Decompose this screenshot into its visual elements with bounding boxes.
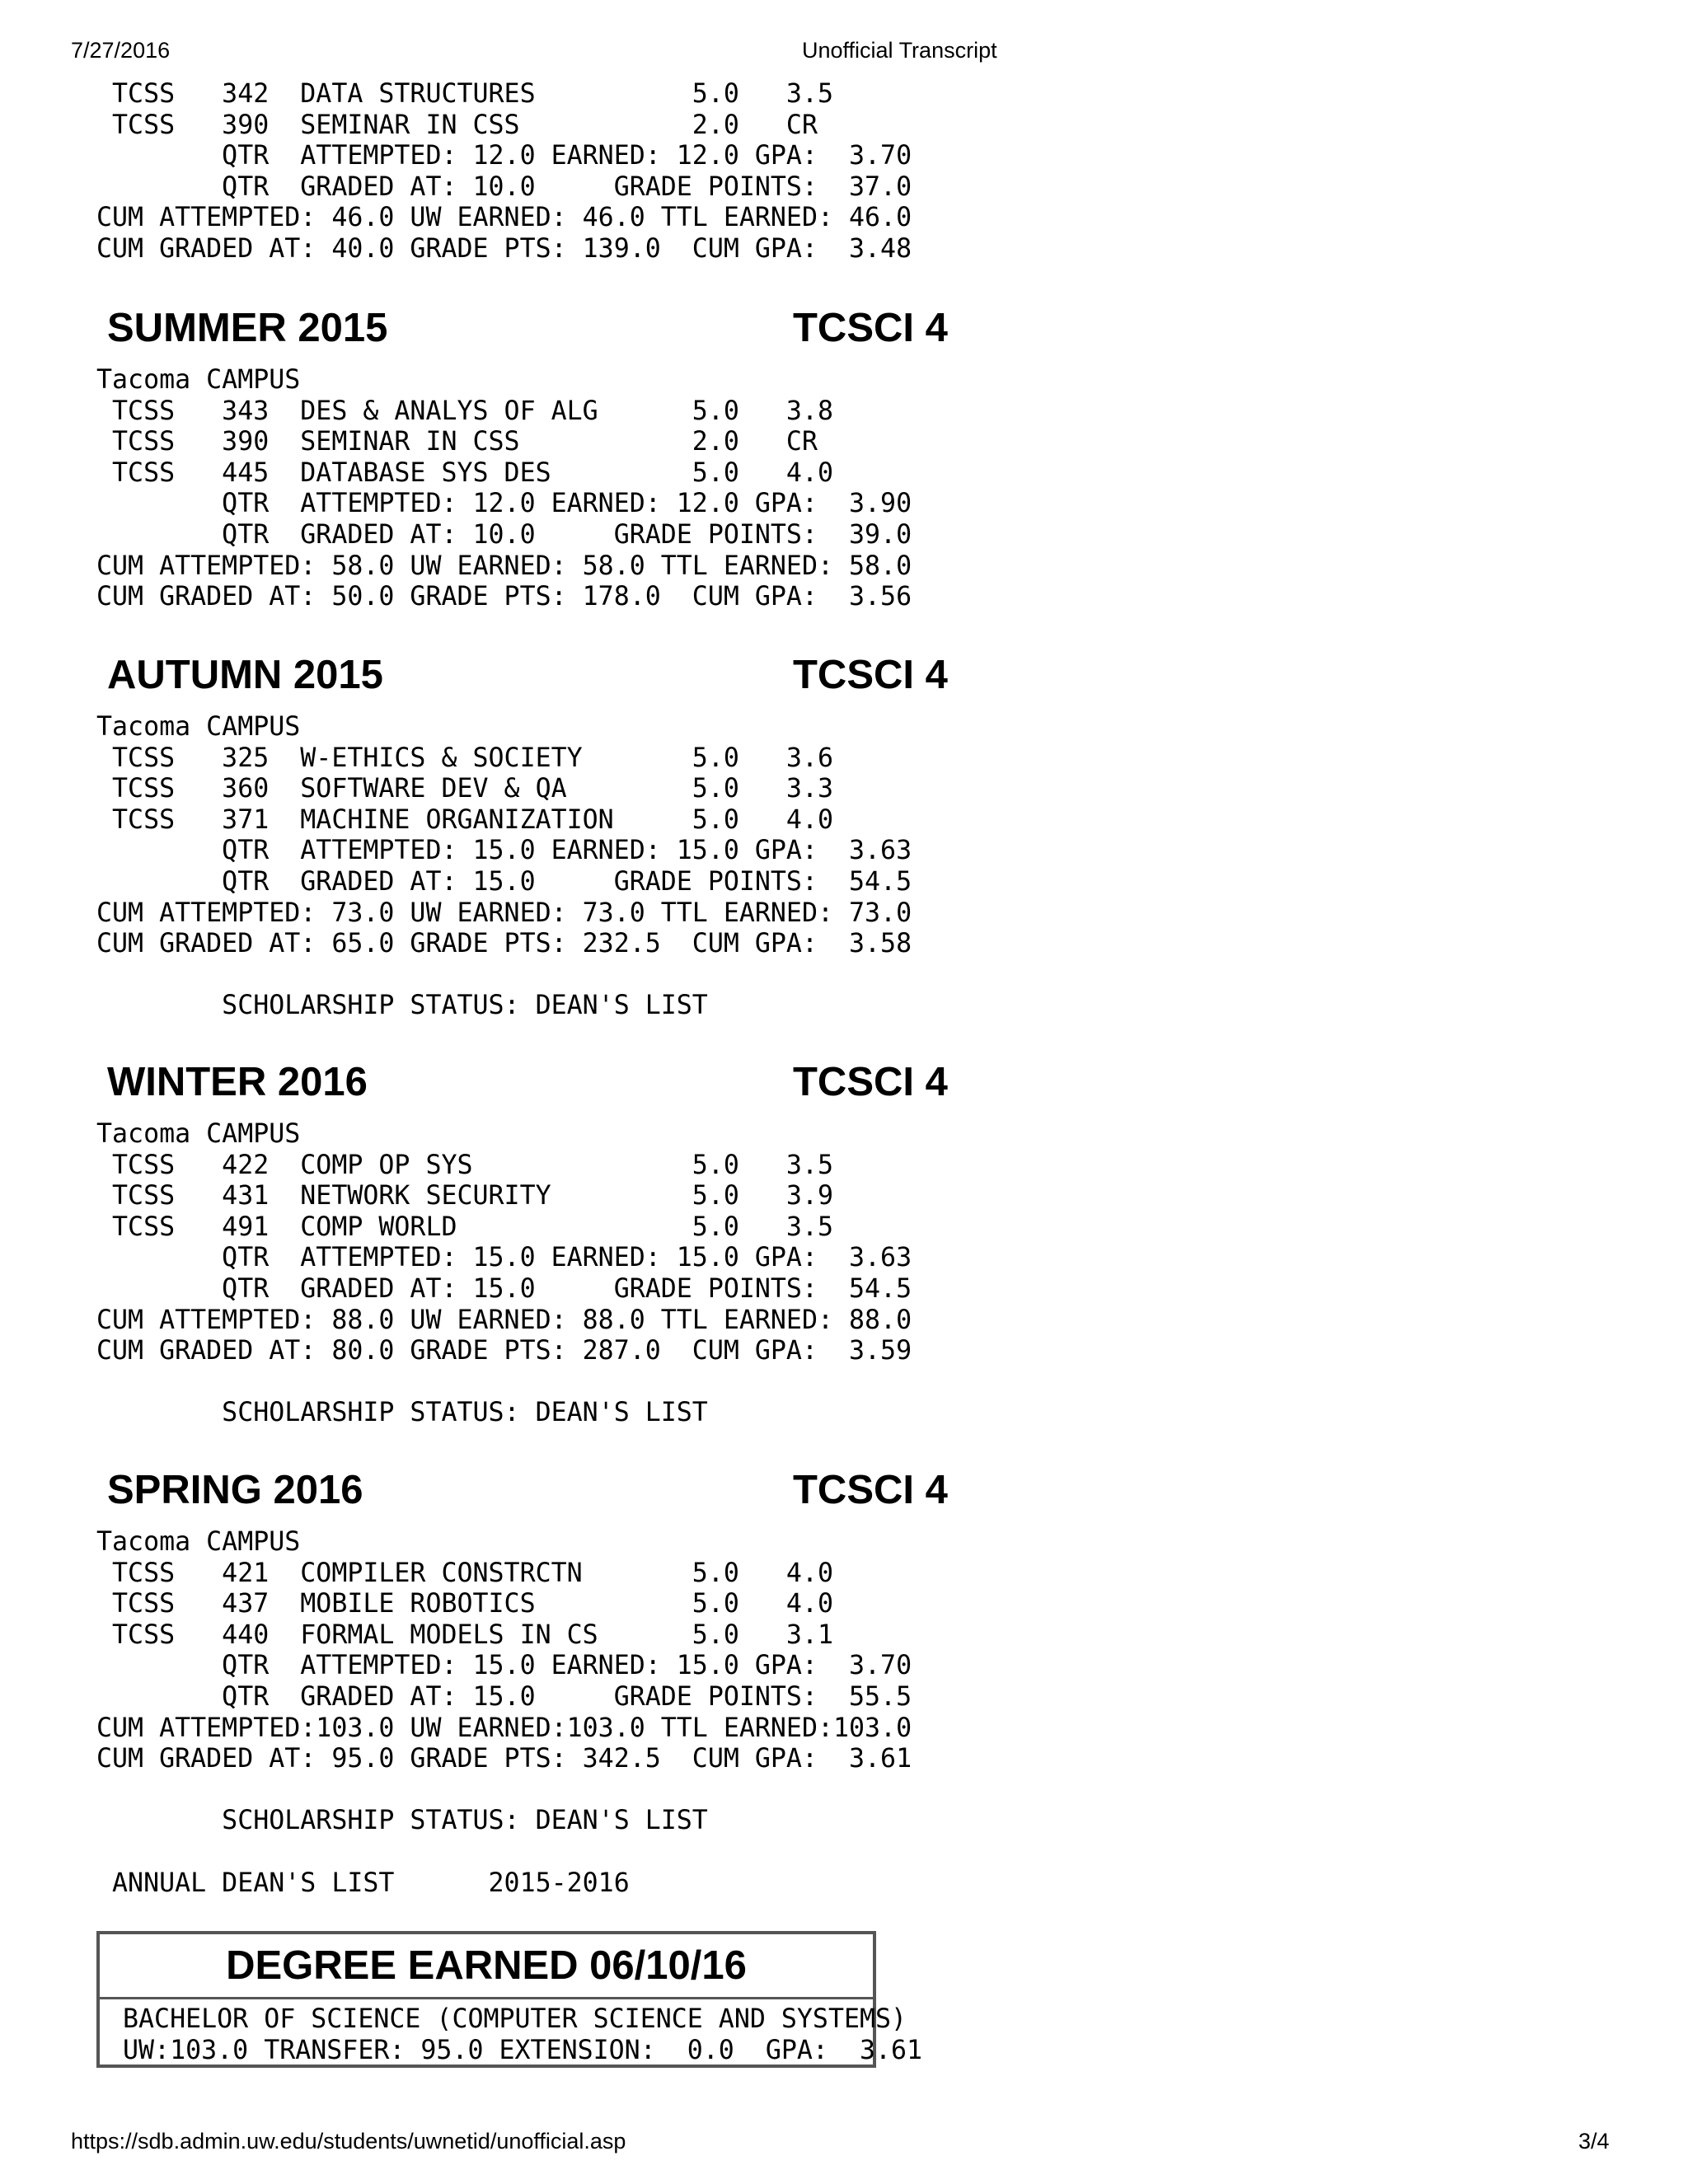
transcript-line: TCSS 360 SOFTWARE DEV & QA 5.0 3.3 [96, 774, 833, 804]
transcript-line: Tacoma CAMPUS [96, 1119, 301, 1149]
degree-box [96, 1931, 923, 2068]
transcript-line: CUM ATTEMPTED:103.0 UW EARNED:103.0 TTL EARNED:103.0 [96, 1713, 912, 1743]
term-name: WINTER 2016 [107, 1060, 368, 1104]
transcript-line: QTR GRADED AT: 10.0 GRADE POINTS: 39.0 [96, 519, 912, 550]
term-program: TCSCI 4 [793, 306, 948, 350]
term-program: TCSCI 4 [793, 1468, 948, 1512]
scholarship-status: SCHOLARSHIP STATUS: DEAN'S LIST [96, 1806, 708, 1836]
continued-term-block [96, 79, 912, 265]
term-block [96, 1119, 912, 1429]
transcript-line: TCSS 371 MACHINE ORGANIZATION 5.0 4.0 [96, 804, 833, 835]
term-block [96, 365, 912, 613]
transcript-line: Tacoma CAMPUS [96, 365, 301, 395]
transcript-line [96, 1367, 912, 1399]
transcript-line: TCSS 440 FORMAL MODELS IN CS 5.0 3.1 [96, 1619, 833, 1650]
transcript-line: QTR GRADED AT: 15.0 GRADE POINTS: 54.5 [96, 866, 912, 897]
transcript-line: CUM ATTEMPTED: 73.0 UW EARNED: 73.0 TTL EARNED: 73.0 [96, 898, 912, 928]
transcript-line: CUM GRADED AT: 95.0 GRADE PTS: 342.5 CUM GPA: 3.61 [96, 1744, 912, 1774]
term-name: SPRING 2016 [107, 1468, 363, 1512]
transcript-line: QTR GRADED AT: 10.0 GRADE POINTS: 37.0 [96, 171, 912, 202]
print-date: 7/27/2016 [71, 38, 171, 63]
transcript-line: CUM ATTEMPTED: 58.0 UW EARNED: 58.0 TTL EARNED: 58.0 [96, 551, 912, 581]
footer-url: https://sdb.admin.uw.edu/students/uwnetid/unofficial.asp [71, 2129, 626, 2154]
transcript-line [96, 1837, 912, 1868]
degree-details [123, 2004, 923, 2066]
transcript-line: CUM GRADED AT: 65.0 GRADE PTS: 232.5 CUM GPA: 3.58 [96, 929, 912, 959]
page-number: 3/4 [1578, 2129, 1610, 2154]
transcript-line: TCSS 390 SEMINAR IN CSS 2.0 CR [96, 427, 818, 457]
scholarship-status: SCHOLARSHIP STATUS: DEAN'S LIST [96, 991, 708, 1021]
transcript-line: TCSS 343 DES & ANALYS OF ALG 5.0 3.8 [96, 396, 833, 426]
transcript-line: Tacoma CAMPUS [96, 712, 301, 742]
transcript-line: CUM GRADED AT: 40.0 GRADE PTS: 139.0 CUM GPA: 3.48 [96, 233, 912, 264]
transcript-line: CUM ATTEMPTED: 46.0 UW EARNED: 46.0 TTL EARNED: 46.0 [96, 203, 912, 233]
transcript-line: TCSS 491 COMP WORLD 5.0 3.5 [96, 1212, 833, 1242]
transcript-line: TCSS 342 DATA STRUCTURES 5.0 3.5 [96, 79, 833, 109]
transcript-line: TCSS 445 DATABASE SYS DES 5.0 4.0 [96, 457, 833, 488]
transcript-line [96, 1775, 912, 1807]
transcript-line: TCSS 421 COMPILER CONSTRCTN 5.0 4.0 [96, 1558, 833, 1588]
transcript-line: QTR ATTEMPTED: 15.0 EARNED: 15.0 GPA: 3.63 [96, 1243, 912, 1273]
transcript-line: CUM ATTEMPTED: 88.0 UW EARNED: 88.0 TTL EARNED: 88.0 [96, 1305, 912, 1335]
term-block [96, 712, 912, 1022]
transcript-line: CUM GRADED AT: 50.0 GRADE PTS: 178.0 CUM GPA: 3.56 [96, 582, 912, 612]
transcript-line: TCSS 390 SEMINAR IN CSS 2.0 CR [96, 110, 818, 140]
degree-line: UW:103.0 TRANSFER: 95.0 EXTENSION: 0.0 GPA: 3.61 [123, 2035, 923, 2065]
transcript-line: QTR ATTEMPTED: 15.0 EARNED: 15.0 GPA: 3.63 [96, 836, 912, 866]
transcript-line: QTR GRADED AT: 15.0 GRADE POINTS: 54.5 [96, 1273, 912, 1304]
term-name: AUTUMN 2015 [107, 653, 383, 697]
transcript-line: TCSS 422 COMP OP SYS 5.0 3.5 [96, 1150, 833, 1180]
term-heading [107, 1467, 956, 1513]
transcript-line: TCSS 325 W-ETHICS & SOCIETY 5.0 3.6 [96, 743, 833, 773]
transcript-line: QTR GRADED AT: 15.0 GRADE POINTS: 55.5 [96, 1681, 912, 1712]
transcript-line: QTR ATTEMPTED: 12.0 EARNED: 12.0 GPA: 3.70 [96, 141, 912, 171]
term-program: TCSCI 4 [793, 653, 948, 697]
term-block [96, 1527, 912, 1899]
transcript-line: QTR ATTEMPTED: 15.0 EARNED: 15.0 GPA: 3.70 [96, 1651, 912, 1681]
degree-title: DEGREE EARNED 06/10/16 [100, 1934, 873, 1999]
scholarship-status: SCHOLARSHIP STATUS: DEAN'S LIST [96, 1398, 708, 1428]
term-name: SUMMER 2015 [107, 306, 388, 350]
term-heading [107, 1059, 956, 1105]
degree-line: BACHELOR OF SCIENCE (COMPUTER SCIENCE AND SYSTEMS) [123, 2004, 907, 2034]
term-heading [107, 305, 956, 351]
transcript-line: CUM GRADED AT: 80.0 GRADE PTS: 287.0 CUM GPA: 3.59 [96, 1336, 912, 1366]
transcript-line [96, 960, 912, 991]
transcript-line: TCSS 437 MOBILE ROBOTICS 5.0 4.0 [96, 1589, 833, 1619]
term-program: TCSCI 4 [793, 1060, 948, 1104]
transcript-line: TCSS 431 NETWORK SECURITY 5.0 3.9 [96, 1181, 833, 1212]
term-heading [107, 652, 956, 698]
transcript-line: QTR ATTEMPTED: 12.0 EARNED: 12.0 GPA: 3.90 [96, 489, 912, 519]
page-title: Unofficial Transcript [802, 38, 997, 63]
transcript-line: Tacoma CAMPUS [96, 1527, 301, 1557]
annual-deans-list: ANNUAL DEAN'S LIST 2015-2016 [96, 1868, 630, 1898]
